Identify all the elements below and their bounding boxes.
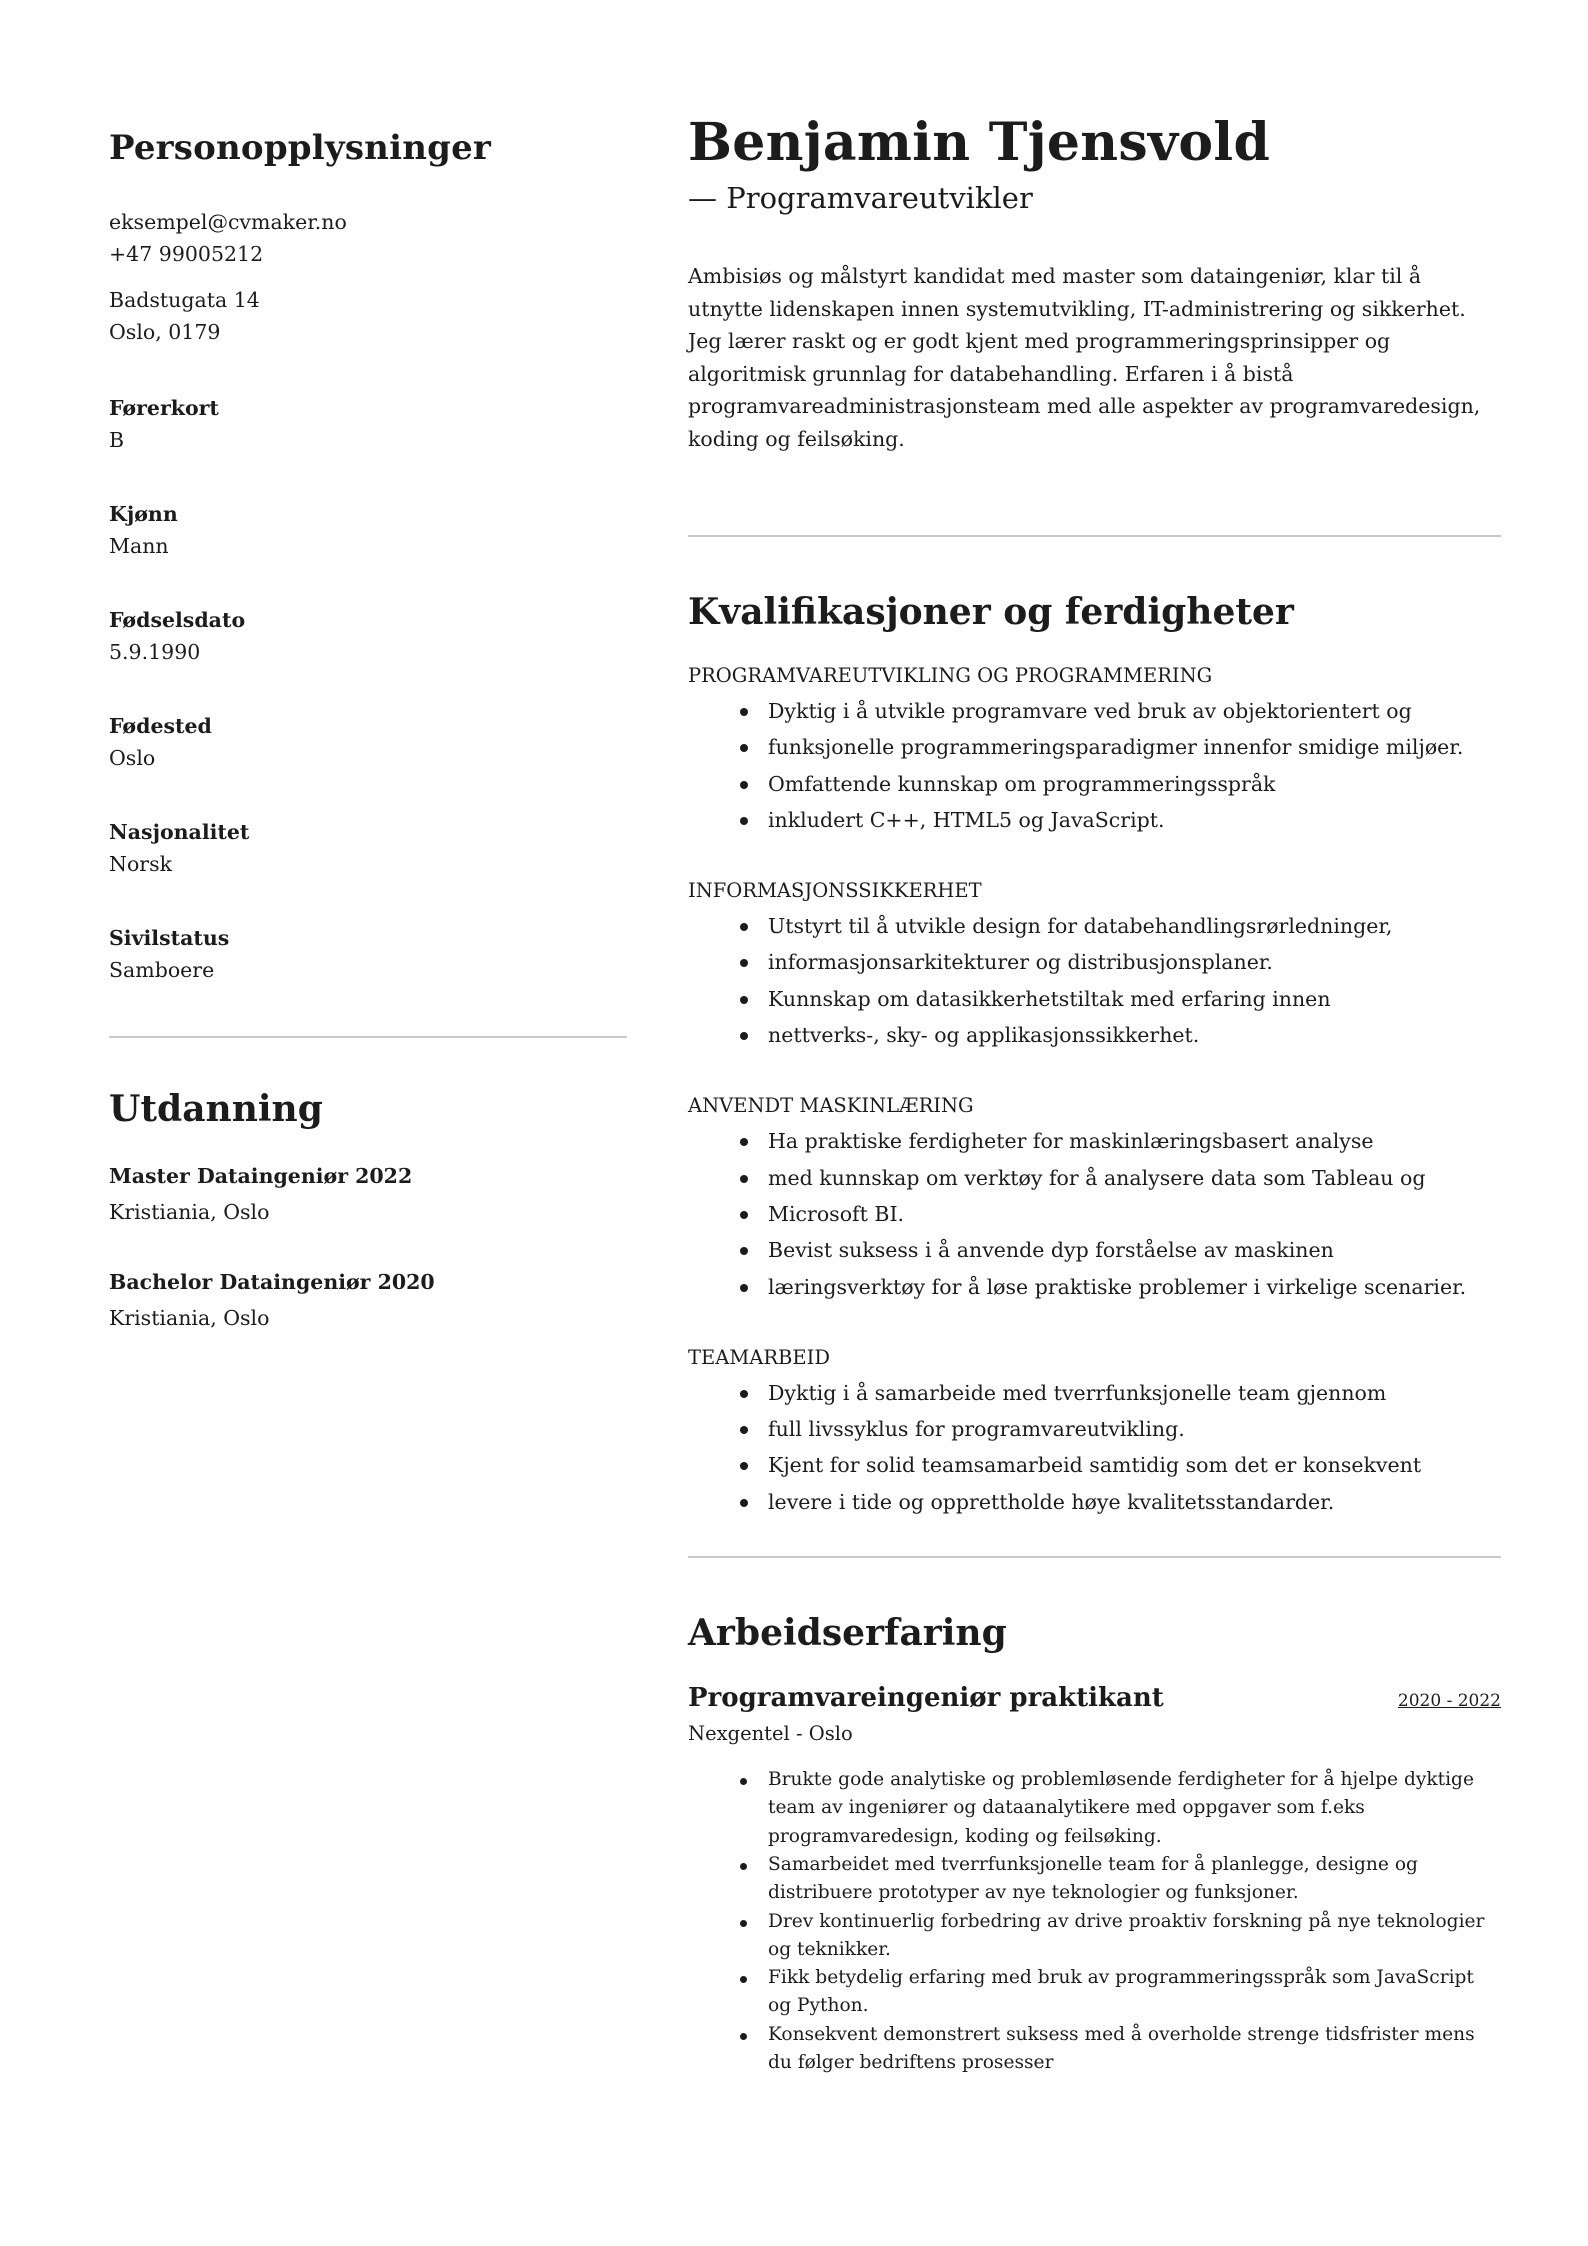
skill-list bbox=[688, 693, 1501, 838]
list-item: Fikk betydelig erfaring med bruk av programmeringsspråk som JavaScript og Python. bbox=[768, 1964, 1501, 2021]
address-block bbox=[109, 284, 627, 348]
job-entry bbox=[688, 1680, 1501, 2077]
personal-info-title: Personopplysninger bbox=[109, 128, 492, 168]
summary: Ambisiøs og målstyrt kandidat med master som dataingeniør, klar til å utnytte lidenskapen innen systemutvikling, IT-administrering og sikkerhet. Jeg lærer raskt og er godt kjent med programmeringsprinsipper og algoritmisk grunnlag for databehandling. Erfaren i å bistå programvareadministrasjonsteam med alle aspekter av programvaredesign, koding og feilsøking. bbox=[688, 264, 1481, 451]
skill-category bbox=[688, 1089, 1501, 1304]
job-header bbox=[688, 1680, 1501, 1716]
contact-block bbox=[109, 206, 627, 270]
experience-title: Arbeidserfaring bbox=[688, 1612, 1007, 1655]
list-item: nettverks-, sky- og applikasjonssikkerhet. bbox=[768, 1017, 1501, 1053]
education-item bbox=[109, 1158, 627, 1230]
skills-title: Kvalifikasjoner og ferdigheter bbox=[688, 591, 1294, 633]
education-item bbox=[109, 1264, 627, 1336]
list-item: Brukte gode analytiske og problemløsende ferdigheter for å hjelpe dyktige team av ingeniører og dataanalytikere med oppgaver som f.eks programvaredesign, koding og feilsøking. bbox=[768, 1766, 1501, 1851]
list-item: Omfattende kunnskap om programmeringsspråk bbox=[768, 766, 1501, 802]
skill-category-name: INFORMASJONSSIKKERHET bbox=[688, 879, 982, 903]
list-item: Dyktig i å samarbeide med tverrfunksjonelle team gjennom bbox=[768, 1375, 1501, 1411]
education-degree: Master Dataingeniør 2022 bbox=[109, 1164, 413, 1188]
job-bullets bbox=[688, 1766, 1501, 2077]
list-item: informasjonsarkitekturer og distribusjonsplaner. bbox=[768, 944, 1501, 980]
field-label: Sivilstatus bbox=[109, 926, 230, 950]
divider bbox=[109, 1036, 627, 1038]
candidate-role: — Programvareutvikler bbox=[688, 181, 1033, 215]
list-item: inkludert C++, HTML5 og JavaScript. bbox=[768, 802, 1501, 838]
field-label: Nasjonalitet bbox=[109, 820, 250, 844]
skill-list bbox=[688, 1123, 1501, 1304]
job-title: Programvareingeniør praktikant bbox=[688, 1683, 1164, 1714]
skill-category bbox=[688, 874, 1501, 1053]
list-item: levere i tide og opprettholde høye kvalitetsstandarder. bbox=[768, 1484, 1501, 1520]
field-value: B bbox=[109, 428, 125, 452]
field-birthdate bbox=[109, 604, 627, 668]
list-item: Konsekvent demonstrert suksess med å overholde strenge tidsfrister mens du følger bedriftens prosesser bbox=[768, 2021, 1501, 2078]
list-item: med kunnskap om verktøy for å analysere data som Tableau og bbox=[768, 1160, 1501, 1196]
list-item: Utstyrt til å utvikle design for databehandlingsrørledninger, bbox=[768, 908, 1501, 944]
field-label: Kjønn bbox=[109, 502, 178, 526]
address-line-1: Badstugata 14 bbox=[109, 288, 260, 312]
phone: +47 99005212 bbox=[109, 242, 264, 266]
email: eksempel@cvmaker.no bbox=[109, 210, 347, 234]
field-label: Fødselsdato bbox=[109, 608, 246, 632]
list-item: Microsoft BI. bbox=[768, 1196, 1501, 1232]
field-label: Førerkort bbox=[109, 396, 219, 420]
field-gender bbox=[109, 498, 627, 562]
job-company: Nexgentel - Oslo bbox=[688, 1722, 853, 1746]
list-item: Bevist suksess i å anvende dyp forståelse av maskinen bbox=[768, 1232, 1501, 1268]
skill-category bbox=[688, 659, 1501, 838]
right-column bbox=[688, 112, 1501, 2077]
field-value: Samboere bbox=[109, 958, 215, 982]
skill-category-name: PROGRAMVAREUTVIKLING OG PROGRAMMERING bbox=[688, 664, 1213, 687]
list-item: læringsverktøy for å løse praktiske problemer i virkelige scenarier. bbox=[768, 1269, 1501, 1305]
education-place: Kristiania, Oslo bbox=[109, 1306, 270, 1330]
skill-list bbox=[688, 908, 1501, 1053]
job-dates: 2020 - 2022 bbox=[1397, 1691, 1501, 1712]
list-item: Samarbeidet med tverrfunksjonelle team for å planlegge, designe og distribuere prototyper av nye teknologier og funksjoner. bbox=[768, 1851, 1501, 1908]
skill-category bbox=[688, 1341, 1501, 1520]
field-value: 5.9.1990 bbox=[109, 640, 201, 664]
list-item: Dyktig i å utvikle programvare ved bruk av objektorientert og bbox=[768, 693, 1501, 729]
field-value: Oslo bbox=[109, 746, 156, 770]
left-column bbox=[109, 128, 627, 1370]
field-drivers-license bbox=[109, 392, 627, 456]
candidate-name: Benjamin Tjensvold bbox=[688, 112, 1271, 173]
divider bbox=[688, 535, 1501, 537]
list-item: Ha praktiske ferdigheter for maskinlæringsbasert analyse bbox=[768, 1123, 1501, 1159]
list-item: full livssyklus for programvareutvikling. bbox=[768, 1411, 1501, 1447]
divider bbox=[688, 1556, 1501, 1558]
list-item: Kjent for solid teamsamarbeid samtidig som det er konsekvent bbox=[768, 1447, 1501, 1483]
list-item: Drev kontinuerlig forbedring av drive proaktiv forskning på nye teknologier og teknikker. bbox=[768, 1908, 1501, 1965]
field-value: Mann bbox=[109, 534, 169, 558]
education-title: Utdanning bbox=[109, 1088, 323, 1130]
field-nationality bbox=[109, 816, 627, 880]
list-item: Kunnskap om datasikkerhetstiltak med erfaring innen bbox=[768, 981, 1501, 1017]
address-line-2: Oslo, 0179 bbox=[109, 320, 221, 344]
skill-category-name: TEAMARBEID bbox=[688, 1345, 830, 1369]
list-item: funksjonelle programmeringsparadigmer innenfor smidige miljøer. bbox=[768, 729, 1501, 765]
skill-list bbox=[688, 1375, 1501, 1520]
field-marital-status bbox=[109, 922, 627, 986]
skill-category-name: ANVENDT MASKINLÆRING bbox=[688, 1094, 974, 1118]
education-place: Kristiania, Oslo bbox=[109, 1200, 270, 1224]
education-degree: Bachelor Dataingeniør 2020 bbox=[109, 1270, 435, 1294]
field-birthplace bbox=[109, 710, 627, 774]
field-label: Fødested bbox=[109, 714, 212, 738]
field-value: Norsk bbox=[109, 852, 173, 876]
